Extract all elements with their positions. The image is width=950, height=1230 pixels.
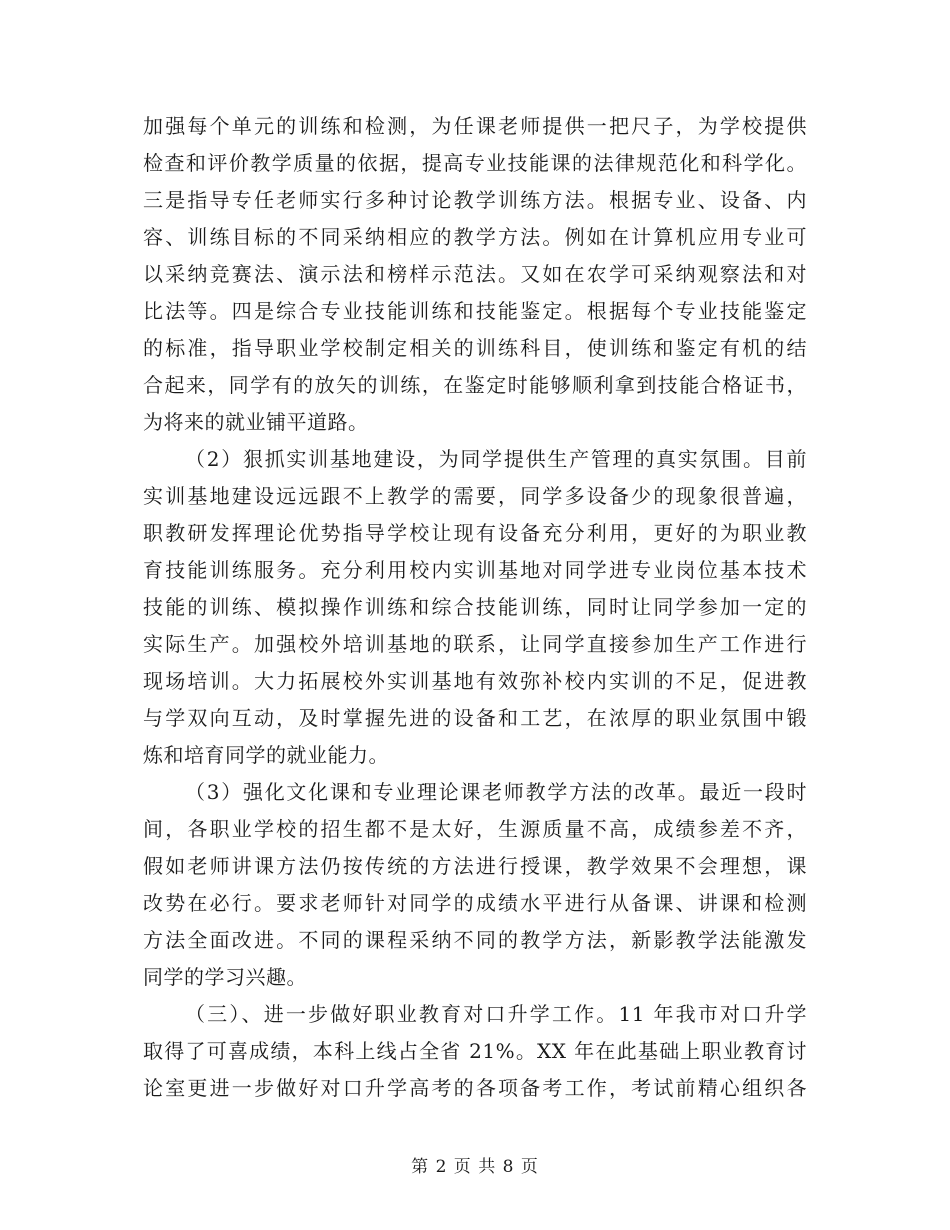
text-line: 的标准，指导职业学校制定相关的训练科目，使训练和鉴定有机的结 <box>143 336 807 360</box>
text-line: 同学的学习兴趣。 <box>143 965 307 989</box>
page-number-footer: 第 2 页 共 8 页 <box>411 1157 539 1177</box>
paragraph-2 <box>143 443 807 771</box>
text-line: （2）狠抓实训基地建设，为同学提供生产管理的真实氛围。目前 <box>185 447 807 471</box>
text-line: 合起来，同学有的放矢的训练，在鉴定时能够顺利拿到技能合格证书， <box>143 373 807 397</box>
text-line: 方法全面改进。不同的课程采纳不同的教学方法，新影教学法能激发 <box>143 928 807 952</box>
text-line: 以采纳竞赛法、演示法和榜样示范法。又如在农学可采纳观察法和对 <box>143 262 807 286</box>
text-line: （3）强化文化课和专业理论课老师教学方法的改革。最近一段时 <box>185 780 807 804</box>
text-line: （三）、进一步做好职业教育对口升学工作。11 年我市对口升学 <box>185 1002 807 1026</box>
text-line: 育技能训练服务。充分利用校内实训基地对同学进专业岗位基本技术 <box>143 558 807 582</box>
text-line: 技能的训练、模拟操作训练和综合技能训练，同时让同学参加一定的 <box>143 595 807 619</box>
body-text <box>143 110 807 1109</box>
text-line: 实际生产。加强校外培训基地的联系，让同学直接参加生产工作进行 <box>143 632 807 656</box>
text-line: 检查和评价教学质量的依据，提高专业技能课的法律规范化和科学化。 <box>143 151 807 175</box>
text-line: 假如老师讲课方法仍按传统的方法进行授课，教学效果不会理想，课 <box>143 854 807 878</box>
text-line: 为将来的就业铺平道路。 <box>143 410 369 434</box>
text-line: 三是指导专任老师实行多种讨论教学训练方法。根据专业、设备、内 <box>143 188 807 212</box>
text-line: 现场培训。大力拓展校外实训基地有效弥补校内实训的不足，促进教 <box>143 669 807 693</box>
text-line: 取得了可喜成绩，本科上线占全省 21%。XX 年在此基础上职业教育讨 <box>143 1039 807 1063</box>
text-line: 比法等。四是综合专业技能训练和技能鉴定。根据每个专业技能鉴定 <box>143 299 807 323</box>
text-line: 间，各职业学校的招生都不是太好，生源质量不高，成绩参差不齐， <box>143 817 807 841</box>
text-line: 职教研发挥理论优势指导学校让现有设备充分利用，更好的为职业教 <box>143 521 807 545</box>
text-line: 改势在必行。要求老师针对同学的成绩水平进行从备课、讲课和检测 <box>143 891 807 915</box>
text-line: 炼和培育同学的就业能力。 <box>143 743 389 767</box>
text-line: 实训基地建设远远跟不上教学的需要，同学多设备少的现象很普遍， <box>143 484 807 508</box>
paragraph-3 <box>143 776 807 993</box>
text-line: 与学双向互动，及时掌握先进的设备和工艺，在浓厚的职业氛围中锻 <box>143 706 807 730</box>
paragraph-1 <box>143 110 807 438</box>
paragraph-4 <box>143 998 807 1104</box>
text-line: 论室更进一步做好对口升学高考的各项备考工作，考试前精心组织各 <box>143 1076 807 1100</box>
text-line: 加强每个单元的训练和检测，为任课老师提供一把尺子，为学校提供 <box>143 114 807 138</box>
text-line: 容、训练目标的不同采纳相应的教学方法。例如在计算机应用专业可 <box>143 225 807 249</box>
